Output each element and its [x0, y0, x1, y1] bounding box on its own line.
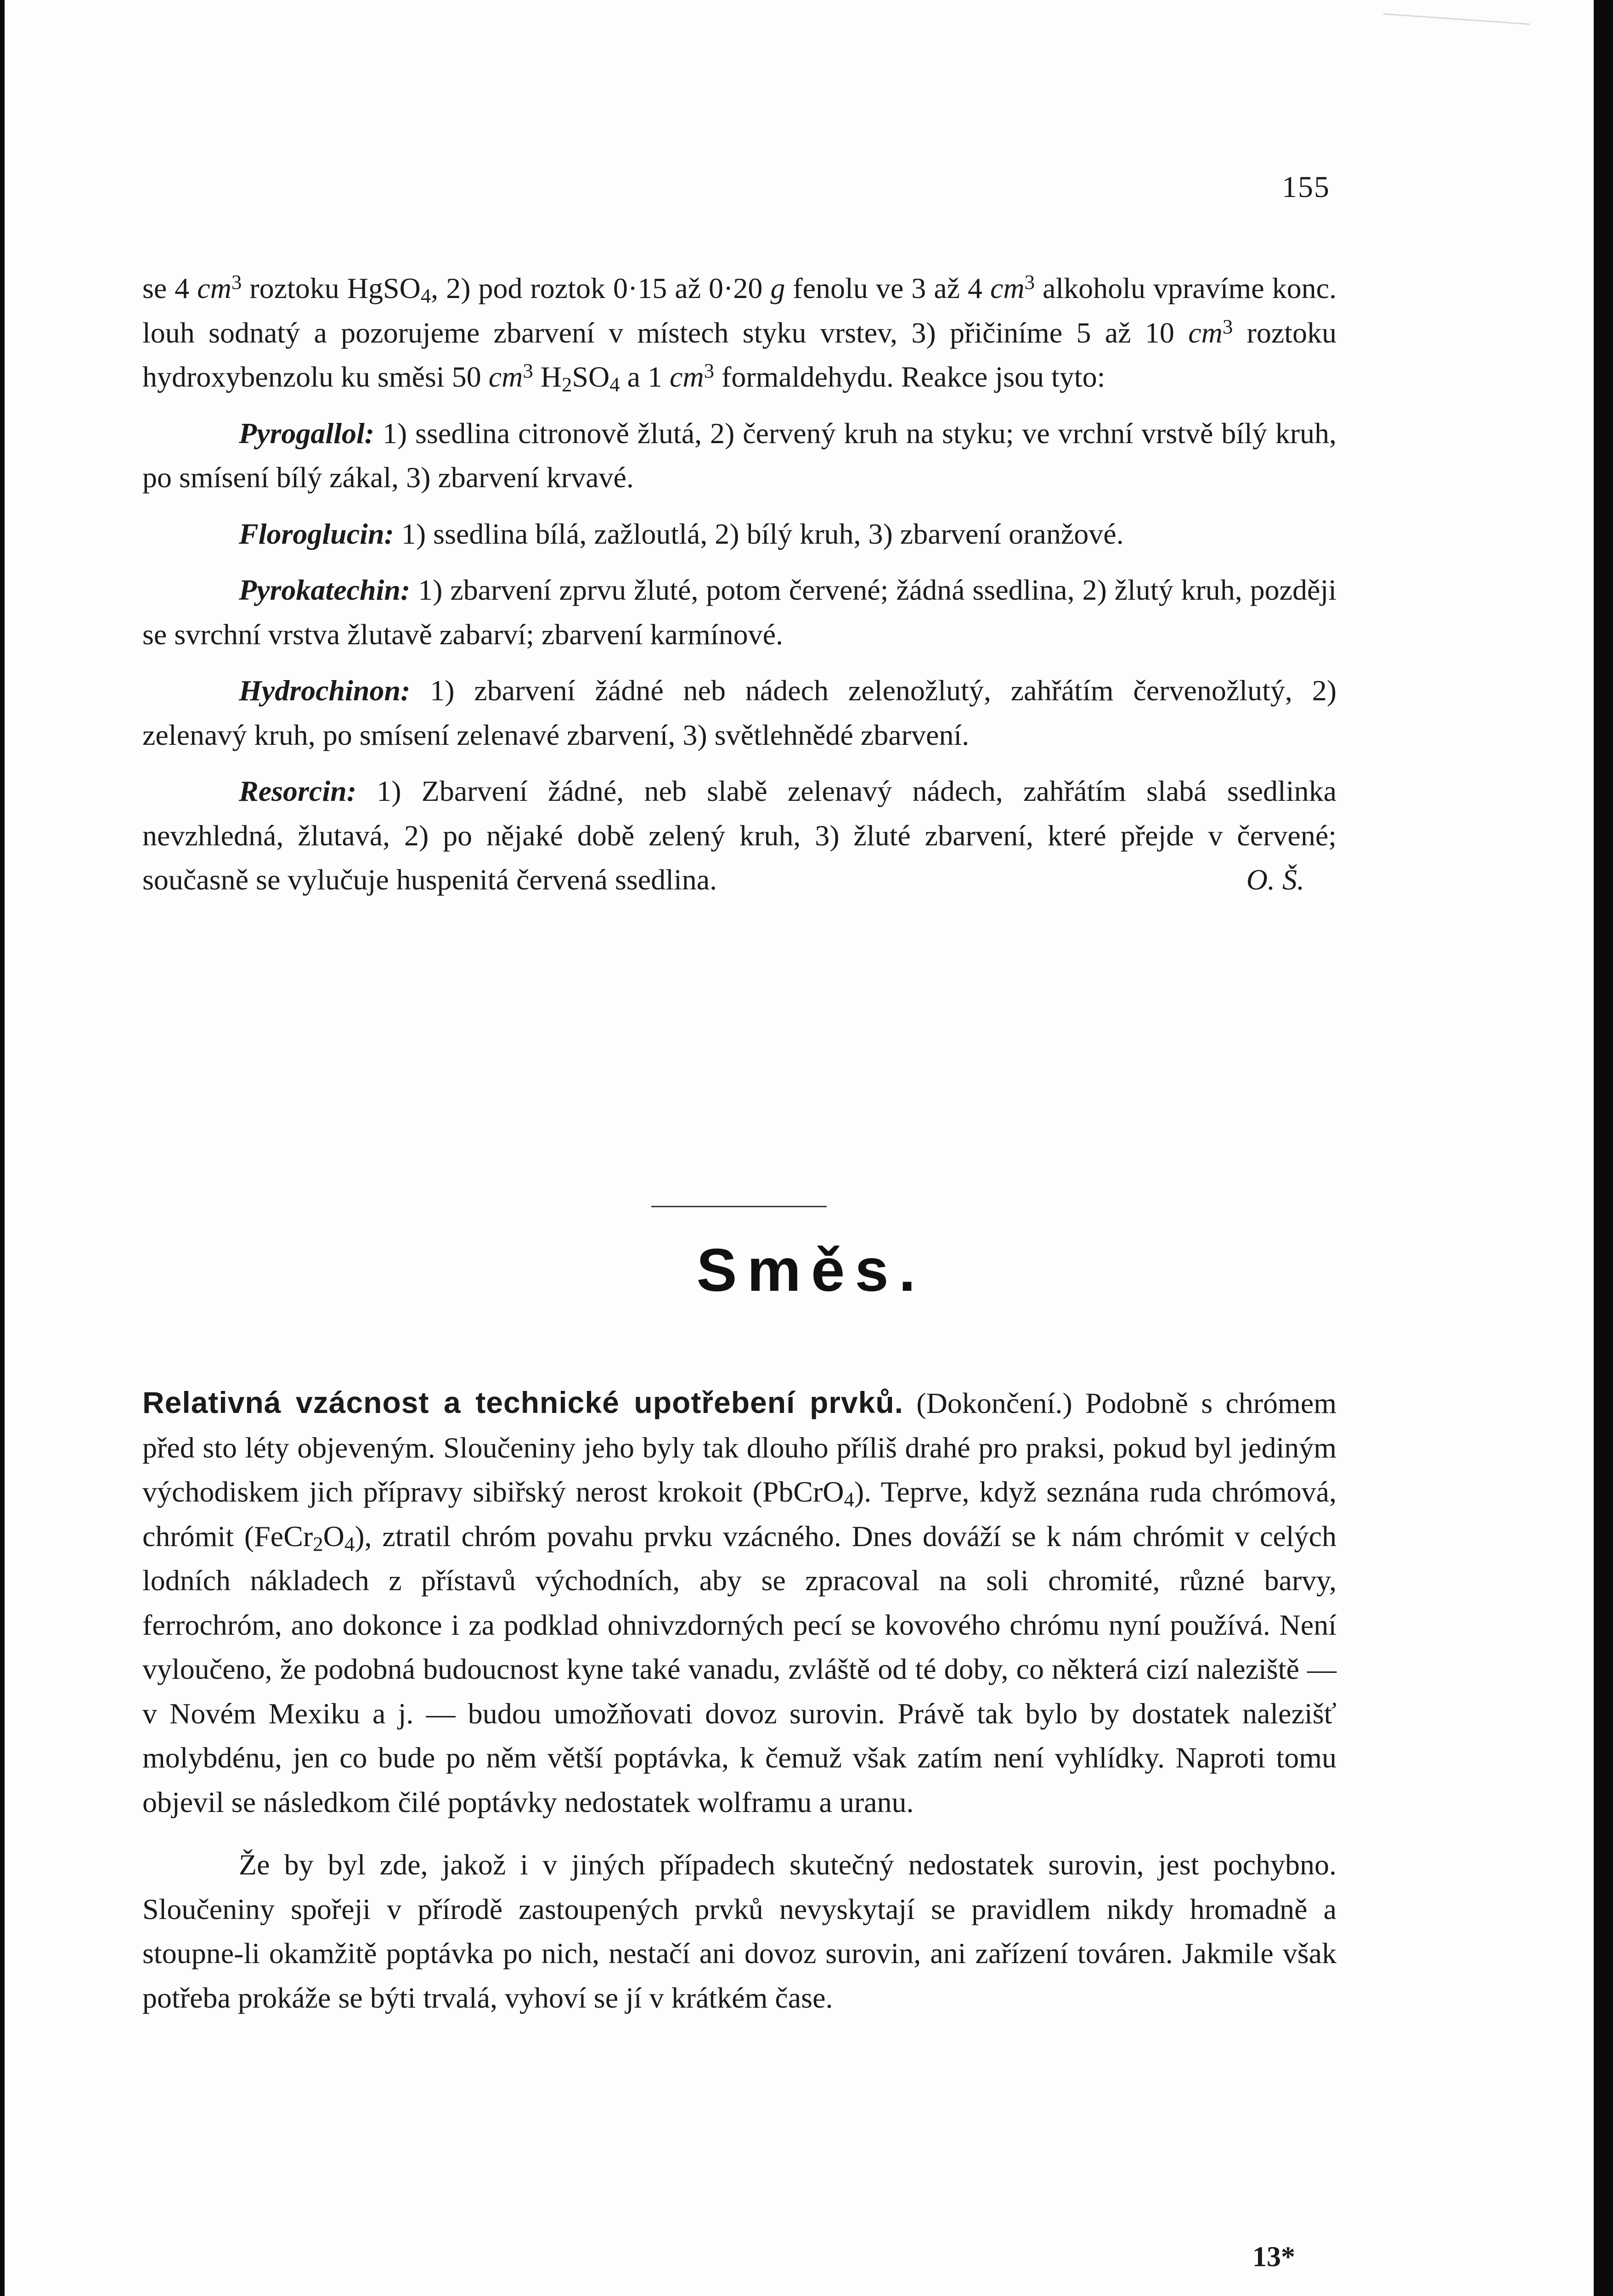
paragraph-pyrokatechin: Pyrokatechin: 1) zbarvení zprvu žluté, potom červené; žádná ssedlina, 2) žlutý kruh, později se svrchní vrstva žlutavě zabarví; zbarvení karmínové.: [142, 574, 1337, 651]
article-paragraph-1: Relativná vzácnost a technické upotřebení prvků. (Dokončení.) Podobně s chrómem před sto léty objeveným. Sloučeniny jeho byly tak dlouho příliš drahé pro praksi, pokud byl jediným východiskem jich přípravy sibiřský nerost krokoit (PbCrO$_4$). Teprve, když seznána ruda chrómová, chrómit $(FeCr_2O_4)$, ztratil chróm povahu prvku vzácného. Dnes dováží se k nám chrómit v celých lodních nákladech z přístavů východních, aby se zpracoval na soli chromité, různé barvy, ferrochróm, ano dokonce i za podklad ohnivzdorných pecí se kovového chrómu nyní používá. Není vyloučeno, že podobná budoucnost kyne také vanadu, zvláště od té doby, co některá cizí naleziště — v Novém Mexiku a j. — budou umožňovati dovoz surovin. Právě tak bylo by dostatek nalezišť molybdénu, jen co bude po něm větší poptávka, k čemuž však zatím není vyhlídky. Naproti tomu objevil se následkom čilé poptávky nedostatek wolframu a uranu.: [142, 1385, 1337, 1818]
term-floroglucin: Floroglucin:: [239, 517, 394, 550]
section-title: Směs.: [696, 1236, 926, 1304]
page-number: 155: [1282, 170, 1330, 204]
author-signature: O. Š.: [1246, 863, 1304, 896]
signature-mark: 13*: [1252, 2241, 1295, 2273]
paragraph-floroglucin: Floroglucin: 1) ssedlina bílá, zažloutlá, 2) bílý kruh, 3) zbarvení oranžové.: [239, 517, 1124, 550]
paragraph-hydrochinon: Hydrochinon: 1) zbarvení žádné neb nádech zelenožlutý, zahřátím červenožlutý, 2) zelenavý kruh, po smísení zelenavé zbarvení, 3) světlehnědé zbarvení.: [142, 674, 1337, 751]
article-paragraph-2: Že by byl zde, jakož i v jiných případech skutečný nedostatek surovin, jest pochybno. Sloučeniny spořeji v přírodě zastoupených prvků nevyskytají se pravidlem nikdy hromadně a stoupne-li okamžitě poptávka po nich, nestačí ani dovoz surovin, ani zařízení továren. Jakmile však potřeba prokáže se býti trvalá, vyhoví se jí v krátkém čase.: [142, 1848, 1337, 2014]
book-page: [5, 0, 1594, 2296]
section-divider: [651, 1206, 827, 1207]
term-pyrokatechin: Pyrokatechin:: [239, 574, 411, 606]
reaction-text-block: [142, 266, 1337, 914]
term-pyrogallol: Pyrogallol:: [239, 416, 375, 450]
article-block: [142, 1380, 1337, 2032]
term-hydrochinon: Hydrochinon:: [239, 674, 411, 707]
paragraph-pyrogallol: Pyrogallol: 1) ssedlina citronově žlutá, 2) červený kruh na styku; ve vrchní vrstvě bílý kruh, po smísení bílý zákal, 3) zbarvení krvavé.: [142, 416, 1337, 494]
article-heading: Relativná vzácnost a technické upotřebení prvků.: [142, 1385, 904, 1419]
article-continued: (Dokončení.): [916, 1387, 1072, 1419]
term-resorcin: Resorcin:: [239, 775, 356, 807]
corner-scan-mark: [1382, 13, 1530, 43]
paragraph-resorcin: Resorcin: 1) Zbarvení žádné, neb slabě zelenavý nádech, zahřátím slabá ssedlinka nevzhledná, žlutavá, 2) po nějaké době zelený kruh, 3) žluté zbarvení, které přejde v červené; současně se vylučuje huspenitá červená ssedlina. O. Š.: [142, 769, 1337, 902]
paragraph-reagents: se 4 $cm^3$ roztoku HgSO$_4$, 2) pod roztok 0·15 až 0·20 g fenolu ve 3 až 4 $cm^3$ alkoholu vpravíme konc. louh sodnatý a pozorujeme zbarvení v místech styku vrstev, 3) přičiníme 5 až 10 $cm^3$ roztoku hydroxybenzolu ku směsi 50 $cm^3$ $H_2SO_4$ a 1 $cm^3$ formaldehydu. Reakce jsou tyto:: [142, 270, 1337, 396]
